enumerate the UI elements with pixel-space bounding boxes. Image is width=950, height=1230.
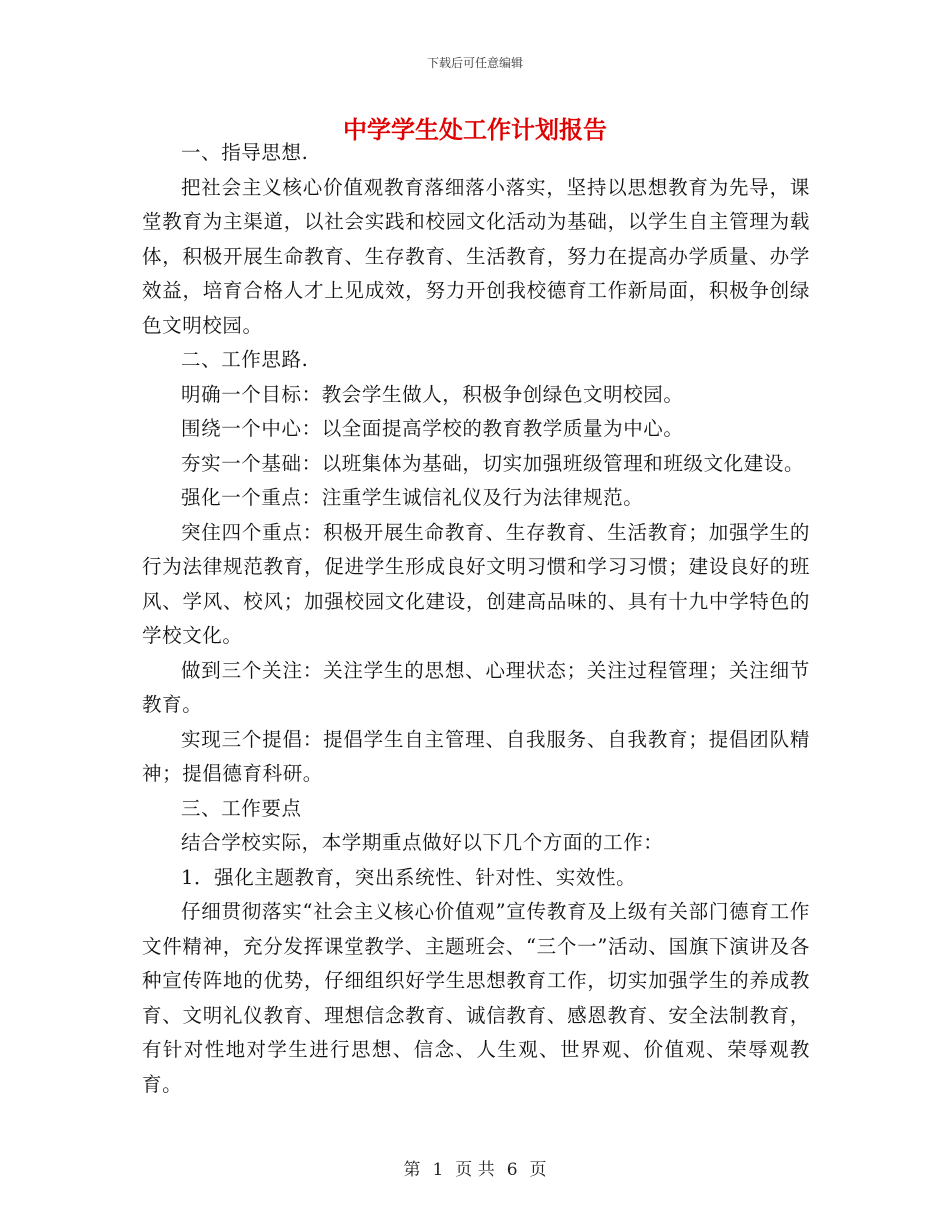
footer-suffix: 页	[529, 1160, 547, 1180]
section-heading-3: 三、工作要点	[181, 796, 302, 820]
paragraph: 明确一个目标：教会学生做人，积极争创绿色文明校园。	[181, 382, 684, 406]
subheading: 1．强化主题教育，突出系统性、针对性、实效性。	[181, 865, 637, 889]
paragraph: 突住四个重点：积极开展生命教育、生存教育、生活教育；加强学生的行为法律规范教育，促进学生形成良好文明习惯和学习习惯；建设良好的班风、学风、校风；加强校园文化建设，创建高品味的、具有十九中学特色的学校文化。	[142, 520, 810, 647]
paragraph: 实现三个提倡：提倡学生自主管理、自我服务、自我教育；提倡团队精神；提倡德育科研。	[142, 727, 810, 785]
paragraph: 仔细贯彻落实“社会主义核心价值观”宣传教育及上级有关部门德育工作文件精神，充分发挥课堂教学、主题班会、“三个一”活动、国旗下演讲及各种宣传阵地的优势，仔细组织好学生思想教育工作，切实加强学生的养成教育、文明礼仪教育、理想信念教育、诚信教育、感恩教育、安全法制教育，有针对性地对学生进行思想、信念、人生观、世界观、价值观、荣辱观教育。	[142, 900, 810, 1096]
paragraph: 强化一个重点：注重学生诚信礼仪及行为法律规范。	[181, 486, 644, 509]
paragraph: 把社会主义核心价值观教育落细落小落实，坚持以思想教育为先导，课堂教育为主渠道，以社会实践和校园文化活动为基础，以学生自主管理为载体，积极开展生命教育、生存教育、生活教育，努力在提高办学质量、办学效益，培育合格人才上见成效，努力开创我校德育工作新局面，积极争创绿色文明校园。	[142, 175, 810, 337]
page-number: 1	[432, 1160, 444, 1180]
footer-prefix: 第	[403, 1160, 421, 1180]
paragraph: 做到三个关注：关注学生的思想、心理状态；关注过程管理；关注细节教育。	[142, 658, 810, 716]
section-heading-1: 一、指导思想.	[181, 141, 309, 164]
page-footer	[0, 1155, 950, 1180]
header-note: 下载后可任意编辑	[426, 56, 523, 70]
paragraph: 夯实一个基础：以班集体为基础，切实加强班级管理和班级文化建设。	[181, 451, 805, 475]
document-body	[142, 136, 810, 1102]
page-total: 6	[506, 1160, 518, 1180]
document-title: 中学学生处工作计划报告	[343, 115, 607, 144]
paragraph: 结合学校实际，本学期重点做好以下几个方面的工作：	[181, 831, 664, 854]
section-heading-2: 二、工作思路.	[181, 348, 309, 371]
footer-mid: 页 共	[455, 1160, 495, 1180]
paragraph: 围绕一个中心：以全面提高学校的教育教学质量为中心。	[181, 417, 684, 440]
